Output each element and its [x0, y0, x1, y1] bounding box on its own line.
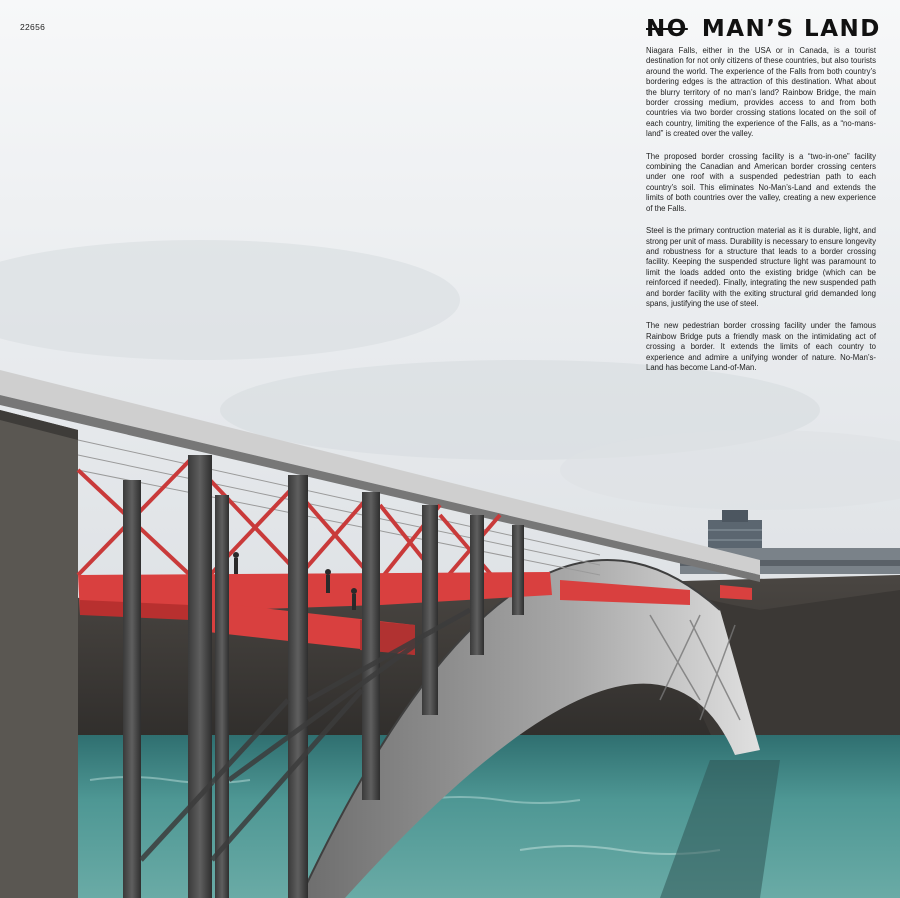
description-paragraph: Niagara Falls, either in the USA or in Canada, is a tourist destination for not only citizens of these countries, but also tourists around the world. The experience of the Falls from both country’s bordering edges is the attraction of this destination. What about the blurry territory of no man’s land? Rainbow Bridge, the main border crossing medium, provides access to and from both countries via two border crossing stations located on the soil of each country, limiting the experience of the Falls, as a “no-mans-land” is created over the valley.	[646, 46, 876, 139]
description-paragraph: The new pedestrian border crossing facility under the famous Rainbow Bridge puts a friendly mask on the intimidating act of crossing a border. It extends the limits of each country to experience and admire a unifying wonder of nature. No-Man’s-Land has become Land-of-Man.	[646, 321, 876, 372]
sheet-id: 22656	[20, 22, 46, 32]
description	[646, 46, 876, 385]
title-struck-word: NO	[646, 16, 688, 42]
page-title	[646, 16, 881, 42]
description-paragraph: Steel is the primary contruction material as it is durable, light, and strong per unit of mass. Durability is necessary to ensure longevity and robustness for a structure that leads to a border crossing facility. Keeping the suspended structure light was paramount to limit the loads added onto the existing bridge (which can be reinforced if needed). Finally, integrating the new suspended path and border facility with the exiting structural grid demanded long spans, justifying the use of steel.	[646, 226, 876, 308]
description-paragraph: The proposed border crossing facility is a “two-in-one” facility combining the Canadian and American border crossing centers under one roof with a suspended pedestrian path to each country’s soil. This eliminates No-Man’s-Land and extends the limits of both countries over the valley, creating a new experience of the Falls.	[646, 151, 876, 213]
title-rest: MAN’S LAND	[701, 16, 881, 42]
